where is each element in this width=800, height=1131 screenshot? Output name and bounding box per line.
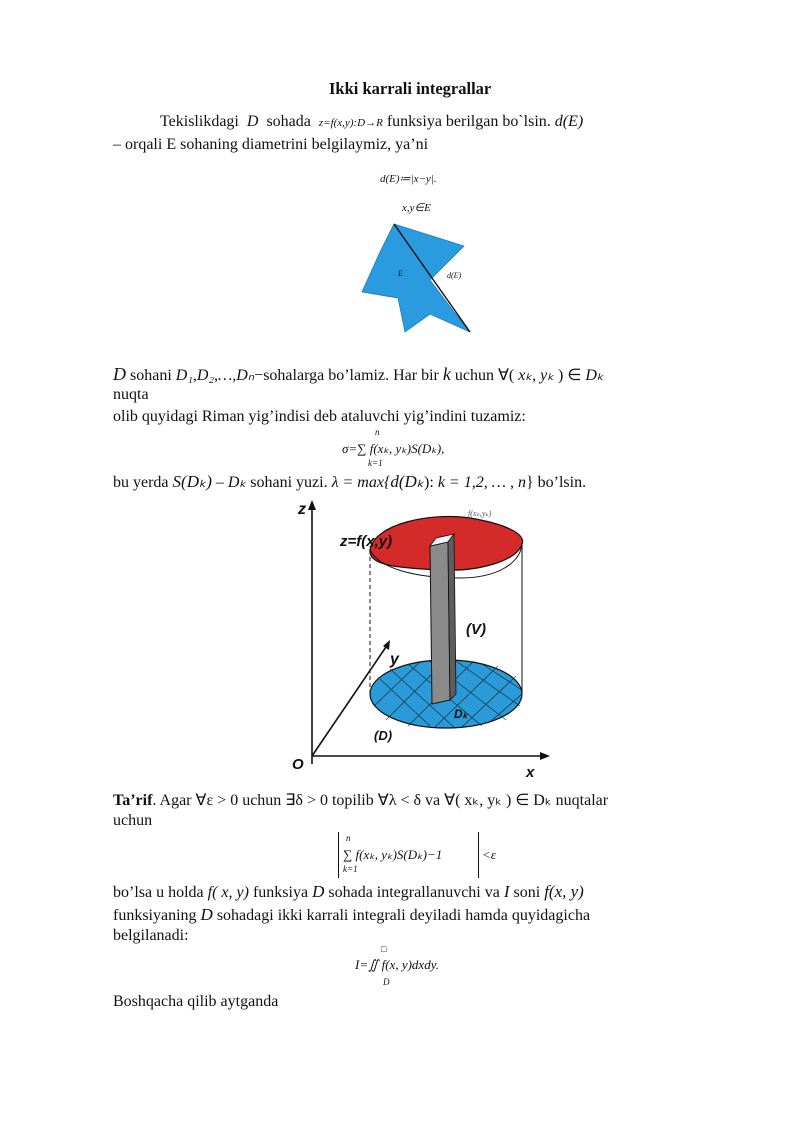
para2-line2: nuqta xyxy=(113,386,149,403)
para3-text-b: – xyxy=(215,474,224,491)
last-line: Boshqacha qilib aytganda xyxy=(113,993,279,1010)
para2-subsets: D₁,D₂,…,Dₙ xyxy=(175,367,255,384)
para4-text-f: sohadagi ikki karrali integrali deyiladi hamda quyidagicha xyxy=(216,907,591,924)
axis-z-label: z xyxy=(298,501,306,518)
para1-text-end: funksiya berilgan bo`lsin. xyxy=(386,113,551,130)
point-label: f(xₖ,yₖ) xyxy=(468,509,492,518)
integral-formula-lower: D xyxy=(383,977,390,987)
limit-formula-lower: k=1 xyxy=(343,864,358,874)
riman-sum-lower: k=1 xyxy=(368,458,383,468)
para2-k: k xyxy=(442,364,451,384)
para1-text-a: Tekislikdagi xyxy=(160,113,239,130)
para3-lambda: λ = max{ xyxy=(331,474,391,491)
para2-text-c: uchun ∀( xyxy=(454,367,515,384)
para2-text-b: −sohalarga bo’lamiz. Har bir xyxy=(254,367,439,384)
para1-line1 xyxy=(160,113,583,131)
region-label: (D) xyxy=(374,728,393,743)
integral-formula-box: □ xyxy=(381,944,387,954)
para4-text-b: funksiya xyxy=(252,884,309,901)
integral-formula-main: I=∬ f(x, y)dxdy. xyxy=(355,957,439,972)
definition-line1 xyxy=(113,790,608,810)
limit-formula-left-bar xyxy=(338,832,339,878)
para4-line2 xyxy=(113,905,590,925)
para3-text-e: } bo’lsin. xyxy=(525,474,587,491)
definition-line2: uchun xyxy=(113,812,153,829)
para4-D: D xyxy=(312,882,325,901)
para1-line2: – orqali E sohaning diametrini belgilaymiz, ya’ni xyxy=(113,136,429,153)
para3-text-d: ): xyxy=(424,474,434,491)
para4-fxy: f(x, y) xyxy=(544,882,584,901)
para2-line3: olib quyidagi Riman yig’indisi deb ataluvchi yig’indini tuzamiz: xyxy=(113,408,526,425)
para4-line3: belgilanadi: xyxy=(113,927,189,944)
region-diameter-figure xyxy=(360,222,472,334)
para4-I: I xyxy=(503,882,510,901)
para3-kvals: k = 1,2, … , n xyxy=(437,474,526,491)
limit-formula-right-bar xyxy=(478,832,479,878)
label-E: E xyxy=(398,269,403,278)
page-title: Ikki karrali integrallar xyxy=(329,79,492,98)
para1-dE: d(E) xyxy=(554,113,584,130)
para2-text-a: sohani xyxy=(130,367,172,384)
diameter-formula-top: d(E)≔|x−y|. xyxy=(380,173,437,185)
para4-text-d: soni xyxy=(513,884,541,901)
definition-text: . Agar ∀ε > 0 uchun ∃δ > 0 topilib ∀λ < δ va ∀( xₖ, yₖ ) ∈ Dₖ nuqtalar xyxy=(152,792,609,809)
definition-bold: Ta’rif xyxy=(113,792,153,809)
para1-formula: z=f(x,y):D→R xyxy=(318,117,383,129)
para3-Dk: Dₖ xyxy=(227,474,247,491)
riman-sum-main: σ=∑ f(xₖ, yₖ)S(Dₖ), xyxy=(342,441,445,456)
axis-y-label: y xyxy=(390,651,399,668)
para1-D: D xyxy=(246,113,259,130)
limit-formula-lt: <ε xyxy=(482,847,496,862)
axis-x-label: x xyxy=(526,764,535,781)
para4-text-c: sohada integrallanuvchi va xyxy=(328,884,500,901)
sub-region-label: Dₖ xyxy=(454,707,468,721)
para4-line1 xyxy=(113,882,584,902)
para2-Dk: Dₖ xyxy=(585,367,604,384)
para3-S: S(Dₖ) xyxy=(172,472,212,491)
para2-line1 xyxy=(113,364,604,385)
label-dE: d(E) xyxy=(447,271,462,280)
para4-f: f( x, y) xyxy=(207,884,249,901)
para4-text-e: funksiyaning xyxy=(113,907,197,924)
double-integral-figure xyxy=(270,494,554,784)
para4-D2: D xyxy=(200,905,213,924)
limit-formula-main: ∑ f(xₖ, yₖ)S(Dₖ)−1 xyxy=(343,847,443,862)
para3-text-a: bu yerda xyxy=(113,474,169,491)
para2-point: xₖ, yₖ xyxy=(518,367,555,384)
para2-D: D xyxy=(113,364,126,384)
origin-label: O xyxy=(292,756,304,773)
volume-label: (V) xyxy=(466,621,486,638)
para2-text-d: ) ∈ xyxy=(558,367,582,384)
para3-line xyxy=(113,472,586,492)
para1-sohada: sohada xyxy=(266,113,311,130)
surface-label: z=f(x,y) xyxy=(340,533,393,550)
diameter-formula-bottom: x,y∈E xyxy=(402,202,431,214)
para4-text-a: bo’lsa u holda xyxy=(113,884,204,901)
para3-dDk: d(Dₖ xyxy=(390,472,425,491)
riman-sum-upper: n xyxy=(375,427,380,437)
para3-text-c: sohani yuzi. xyxy=(250,474,328,491)
column-Dk xyxy=(430,542,450,704)
limit-formula-upper: n xyxy=(346,833,351,843)
